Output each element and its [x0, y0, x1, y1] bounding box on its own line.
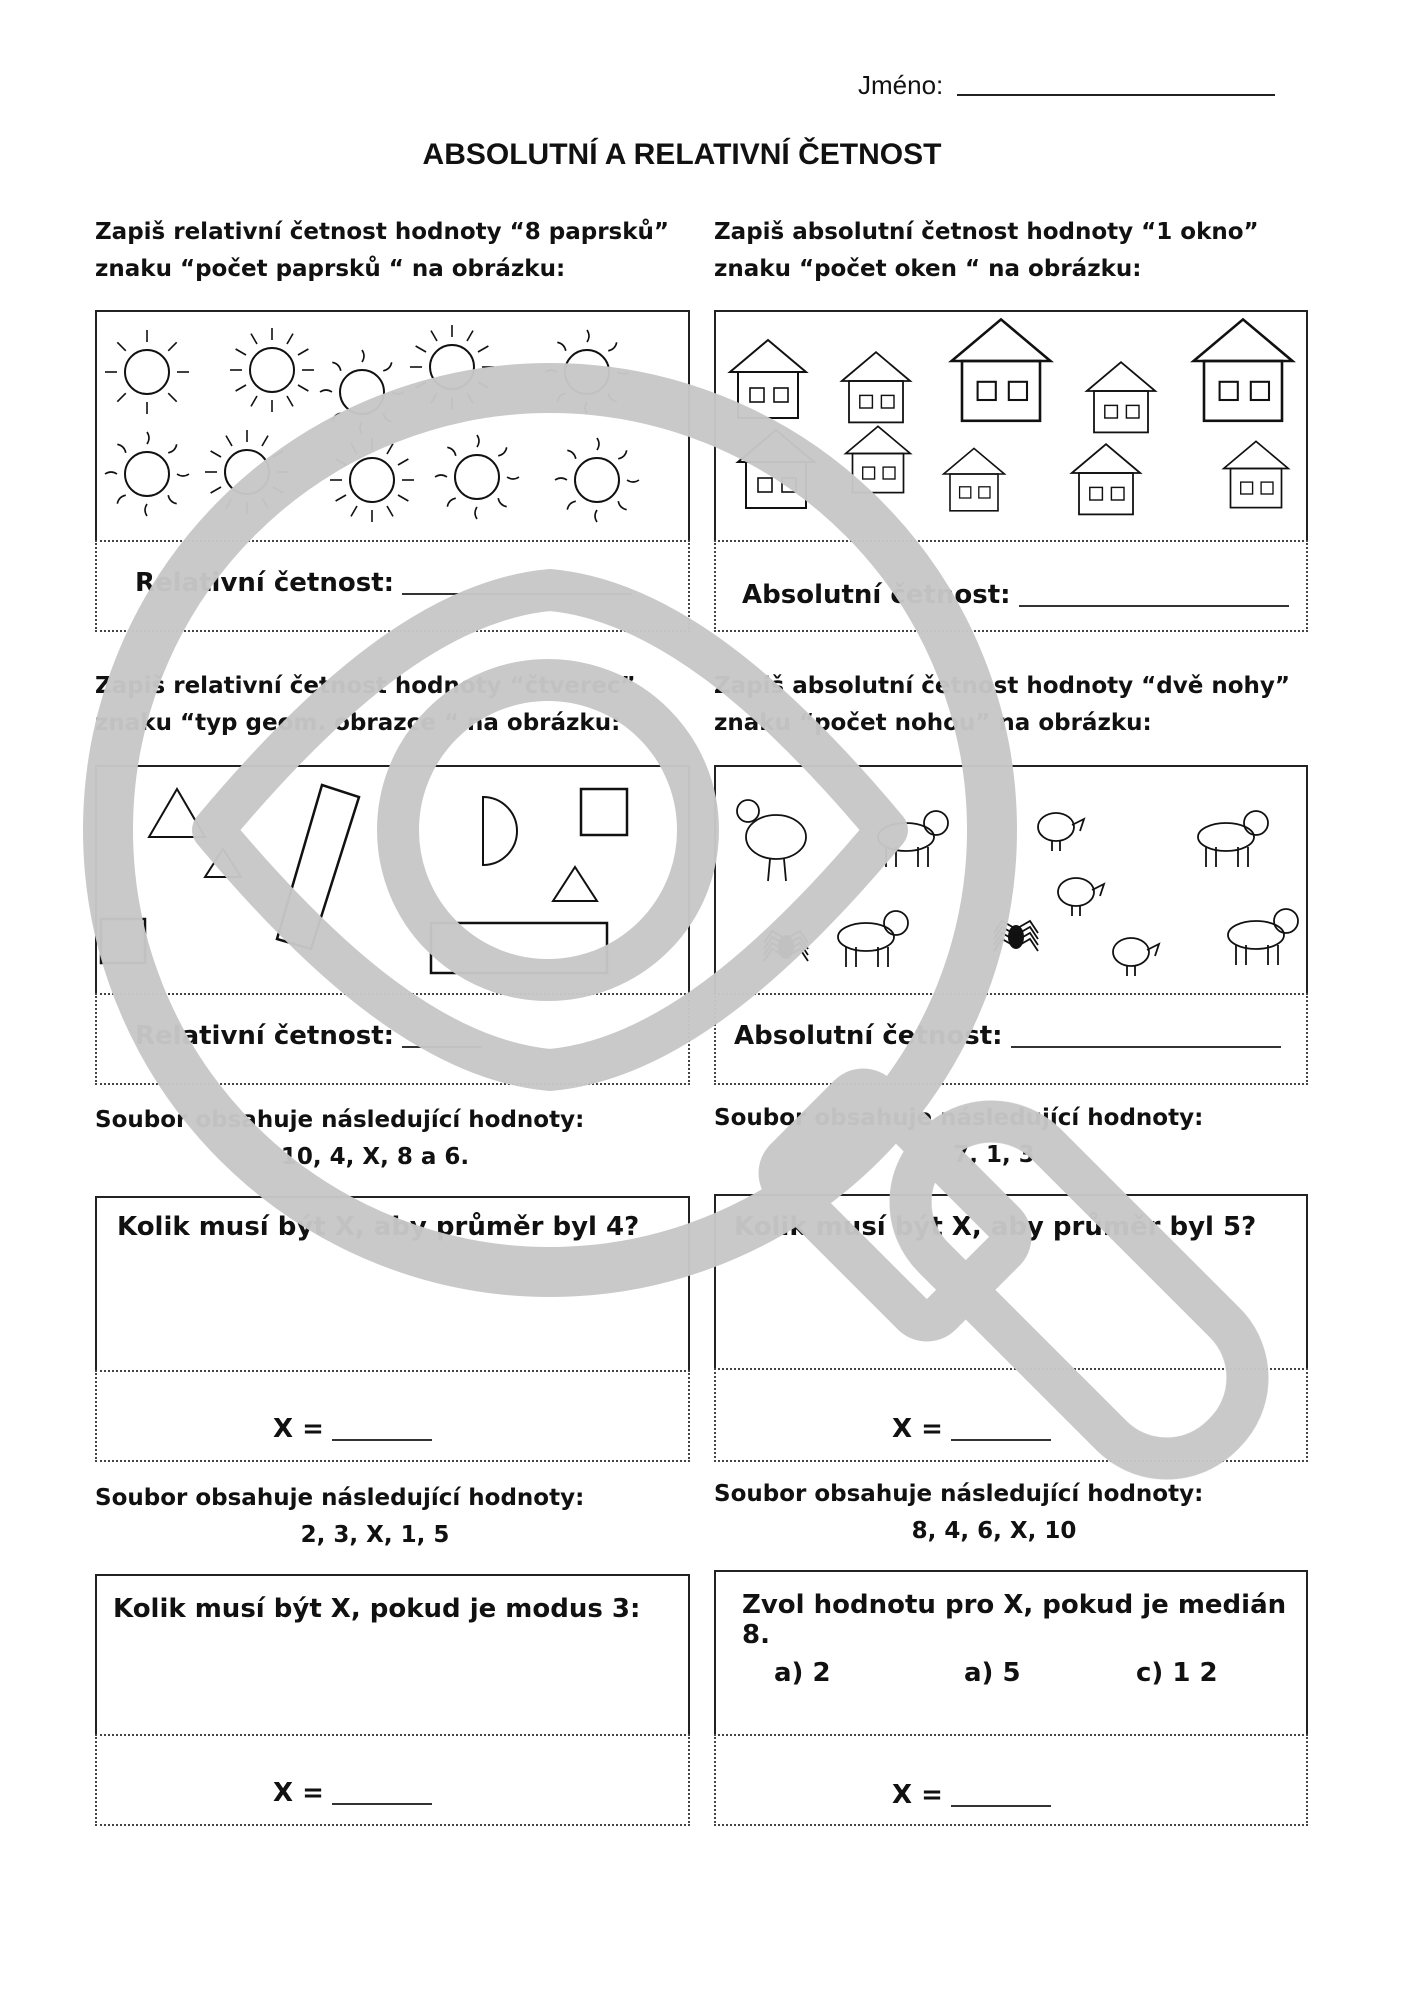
dog-icon: [878, 811, 948, 867]
task-shape-instructions: [95, 668, 695, 742]
house-icon: [730, 340, 806, 418]
median-answer-blank[interactable]: [951, 1805, 1051, 1807]
task-house-instructions: [714, 214, 1314, 288]
task-median-values: 8, 4, 6, X, 10: [911, 1518, 1077, 1544]
mode-question: Kolik musí být X, pokud je modus 3:: [113, 1594, 641, 1624]
bird-icon: [1113, 938, 1159, 976]
task-shape-line2: znaku “typ geom. obrazce “ na obrázku:: [95, 710, 621, 736]
half-circle-shape: [483, 797, 517, 865]
house-icon: [944, 448, 1005, 510]
mean5-question-box: [714, 1194, 1308, 1370]
task-mode-intro: Soubor obsahuje následující hodnoty:: [95, 1485, 585, 1511]
house-icon: [1194, 319, 1293, 420]
hen-icon: [737, 800, 806, 881]
spider-icon: [764, 931, 808, 961]
task-mode-values: 2, 3, X, 1, 5: [300, 1522, 450, 1548]
median-option-b[interactable]: a) 5: [964, 1658, 1021, 1688]
median-answer-box[interactable]: [714, 1734, 1308, 1826]
dog-icon: [838, 911, 908, 967]
page-title: ABSOLUTNÍ A RELATIVNÍ ČETNOST: [422, 138, 942, 171]
dog-icon: [1228, 909, 1298, 965]
task-animal-line1: Zapiš absolutní četnost hodnoty “dvě nohy”: [714, 673, 1290, 699]
task-house-line1: Zapiš absolutní četnost hodnoty “1 okno”: [714, 219, 1259, 245]
house-icon: [952, 319, 1051, 420]
animals-illustration: [716, 767, 1310, 997]
house-answer-blank[interactable]: [1019, 605, 1289, 607]
sun-answer-box[interactable]: [95, 540, 690, 632]
rectangle-shape: [431, 923, 607, 973]
animal-answer-box[interactable]: [714, 993, 1308, 1085]
house-answer-box[interactable]: [714, 540, 1308, 632]
shape-answer-blank[interactable]: [402, 1046, 482, 1048]
median-answer-label: X =: [892, 1780, 943, 1810]
task-sun-line1: Zapiš relativní četnost hodnoty “8 paprsků”: [95, 219, 670, 245]
name-label: Jméno:: [858, 70, 944, 100]
animal-answer-label: Absolutní četnost:: [734, 1021, 1003, 1051]
task-sun-line2: znaku “počet paprsků “ na obrázku:: [95, 256, 566, 282]
shape-answer-box[interactable]: [95, 993, 690, 1085]
mean4-answer-label: X =: [273, 1414, 324, 1444]
task-house-line2: znaku “počet oken “ na obrázku:: [714, 256, 1142, 282]
task-mean4-values: 10, 4, X, 8 a 6.: [280, 1144, 470, 1170]
mode-answer-label: X =: [273, 1778, 324, 1808]
task-mode-instructions: [95, 1480, 655, 1554]
square-shape: [581, 789, 627, 835]
house-icon: [1087, 362, 1155, 432]
mean5-answer-box[interactable]: [714, 1368, 1308, 1462]
sun-answer-label: Relativní četnost:: [135, 568, 395, 598]
task-mean5-intro: Soubor obsahuje následující hodnoty:: [714, 1105, 1204, 1131]
animal-answer-blank[interactable]: [1011, 1046, 1281, 1048]
mode-answer-blank[interactable]: [332, 1803, 432, 1805]
sun-picture-box: [95, 310, 690, 542]
task-animal-line2: znaku “počet nohou” na obrázku:: [714, 710, 1152, 736]
house-icon: [1072, 444, 1140, 514]
median-question-box: [714, 1570, 1308, 1736]
shapes-illustration: [97, 767, 692, 997]
square-shape: [101, 919, 145, 963]
task-median-intro: Soubor obsahuje následující hodnoty:: [714, 1481, 1204, 1507]
triangle-shape: [553, 867, 597, 901]
houses-illustration: [716, 312, 1310, 544]
median-option-a[interactable]: a) 2: [774, 1658, 831, 1688]
sun-icon: [205, 430, 289, 514]
dog-icon: [1198, 811, 1268, 867]
task-sun-instructions: [95, 214, 695, 288]
house-icon: [846, 426, 911, 492]
triangle-shape: [205, 849, 241, 877]
mean5-answer-label: X =: [892, 1414, 943, 1444]
sun-icon: [320, 350, 404, 434]
spider-icon: [994, 921, 1038, 951]
sun-icon: [555, 438, 639, 522]
house-picture-box: [714, 310, 1308, 542]
rectangle-shape: [277, 785, 359, 949]
mean4-answer-blank[interactable]: [332, 1439, 432, 1441]
median-option-c[interactable]: c) 1 2: [1136, 1658, 1218, 1688]
task-shape-line1: Zapiš relativní četnost hodnoty “čtverec”: [95, 673, 636, 699]
mode-question-box: [95, 1574, 690, 1736]
task-mean4-intro: Soubor obsahuje následující hodnoty:: [95, 1107, 585, 1133]
house-answer-label: Absolutní četnost:: [742, 580, 1011, 610]
sun-icon: [545, 330, 629, 414]
sun-icon: [410, 325, 494, 409]
animal-picture-box: [714, 765, 1308, 995]
task-mean4-instructions: [95, 1102, 655, 1176]
name-blank[interactable]: [957, 94, 1275, 96]
bird-icon: [1058, 878, 1104, 916]
mean4-question-box: [95, 1196, 690, 1372]
shape-picture-box: [95, 765, 690, 995]
task-mean5-values: 7, 1, 3: [953, 1142, 1035, 1168]
bird-icon: [1038, 813, 1084, 851]
house-icon: [738, 430, 814, 508]
name-field[interactable]: [858, 70, 1275, 101]
triangle-shape: [149, 789, 205, 837]
suns-illustration: [97, 312, 692, 544]
sun-icon: [105, 432, 189, 516]
sun-icon: [435, 435, 519, 519]
mean5-answer-blank[interactable]: [951, 1439, 1051, 1441]
sun-icon: [330, 438, 414, 522]
task-median-instructions: [714, 1476, 1274, 1550]
task-animal-instructions: [714, 668, 1314, 742]
task-mean5-instructions: [714, 1100, 1274, 1174]
sun-icon: [230, 328, 314, 412]
mode-answer-box[interactable]: [95, 1734, 690, 1826]
shape-answer-label: Relativní četnost:: [135, 1021, 395, 1051]
sun-answer-blank[interactable]: [402, 593, 632, 595]
house-icon: [1224, 441, 1289, 507]
mean4-question: Kolik musí být X, aby průměr byl 4?: [117, 1212, 640, 1242]
house-icon: [842, 352, 910, 422]
median-question: Zvol hodnotu pro X, pokud je medián 8.: [742, 1590, 1287, 1650]
mean4-answer-box[interactable]: [95, 1370, 690, 1462]
sun-icon: [105, 330, 189, 414]
mean5-question: Kolik musí být X, aby průměr byl 5?: [734, 1212, 1257, 1242]
